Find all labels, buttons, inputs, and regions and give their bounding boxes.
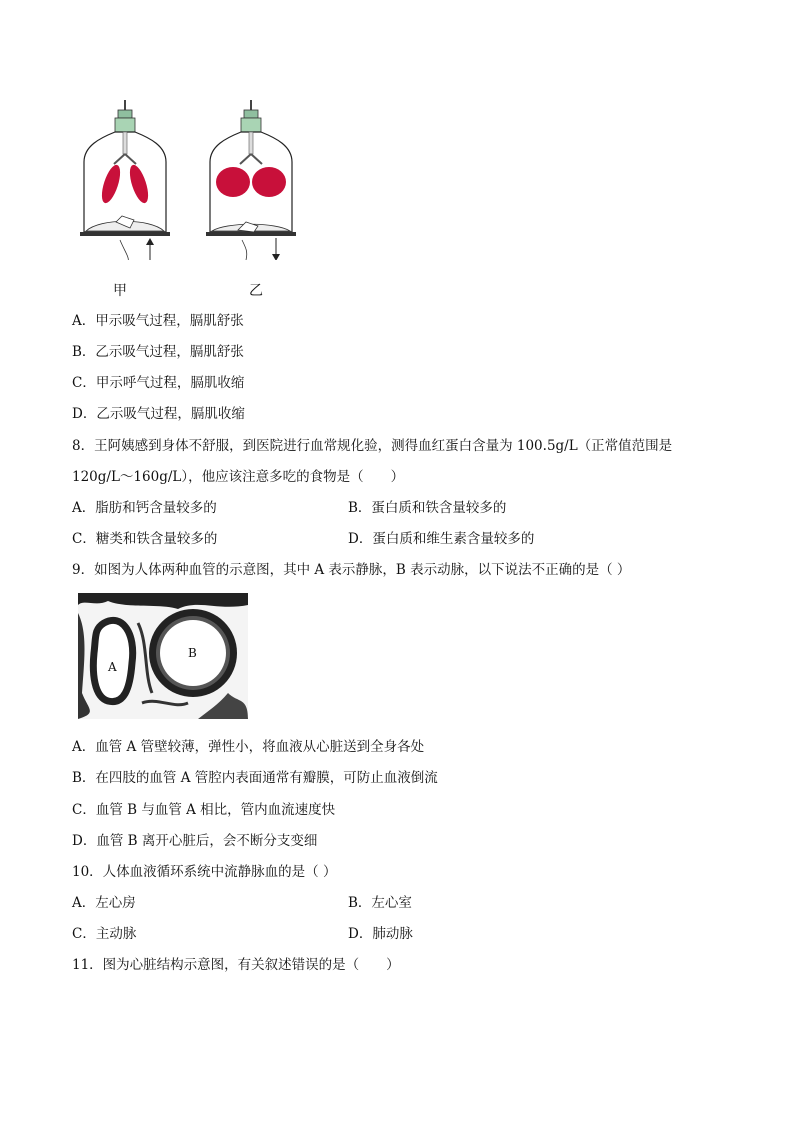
figure-label-jia: 甲 bbox=[113, 283, 127, 299]
q9-option-a: A．血管 A 管壁较薄，弹性小，将血液从心脏送到全身各处 bbox=[72, 739, 425, 755]
figure-label-yi: 乙 bbox=[249, 283, 263, 299]
bell-jar-figure bbox=[80, 100, 310, 260]
q7-option-c: C．甲示呼气过程，膈肌收缩 bbox=[72, 375, 245, 391]
q9-option-c: C．血管 B 与血管 A 相比，管内血流速度快 bbox=[72, 802, 336, 818]
blood-vessel-figure bbox=[78, 593, 248, 719]
q10-option-b: B．左心室 bbox=[348, 895, 412, 911]
q10-option-d: D．肺动脉 bbox=[348, 926, 413, 942]
q9-option-b: B．在四肢的血管 A 管腔内表面通常有瓣膜，可防止血液倒流 bbox=[72, 770, 438, 786]
q10-option-a: A．左心房 bbox=[72, 895, 136, 911]
bell-jar-left bbox=[80, 100, 170, 260]
bell-jar-right bbox=[206, 100, 296, 260]
q7-option-b: B．乙示吸气过程，膈肌舒张 bbox=[72, 344, 244, 360]
q8-option-b: B．蛋白质和铁含量较多的 bbox=[348, 500, 507, 516]
q8-stem-line2: 120g/L～160g/L），他应该注意多吃的食物是（ ） bbox=[72, 469, 405, 485]
vessel-label-b: B bbox=[188, 646, 197, 660]
q10-option-c: C．主动脉 bbox=[72, 926, 137, 942]
q8-stem-line1: 8．王阿姨感到身体不舒服，到医院进行血常规化验，测得血红蛋白含量为 100.5g/L（正常值范围是 bbox=[72, 438, 673, 454]
q8-option-c: C．糖类和铁含量较多的 bbox=[72, 531, 218, 547]
q10-stem: 10．人体血液循环系统中流静脉血的是（ ） bbox=[72, 864, 337, 880]
q9-stem: 9．如图为人体两种血管的示意图，其中 A 表示静脉，B 表示动脉，以下说法不正确的是（ ） bbox=[72, 562, 631, 578]
vessel-label-a: A bbox=[108, 660, 117, 674]
q11-stem: 11．图为心脏结构示意图，有关叙述错误的是（ ） bbox=[72, 957, 400, 973]
q9-option-d: D．血管 B 离开心脏后，会不断分支变细 bbox=[72, 833, 318, 849]
q8-option-a: A．脂肪和钙含量较多的 bbox=[72, 500, 217, 516]
q8-option-d: D．蛋白质和维生素含量较多的 bbox=[348, 531, 535, 547]
q7-option-a: A．甲示吸气过程，膈肌舒张 bbox=[72, 313, 244, 329]
q7-option-d: D．乙示吸气过程，膈肌收缩 bbox=[72, 406, 245, 422]
